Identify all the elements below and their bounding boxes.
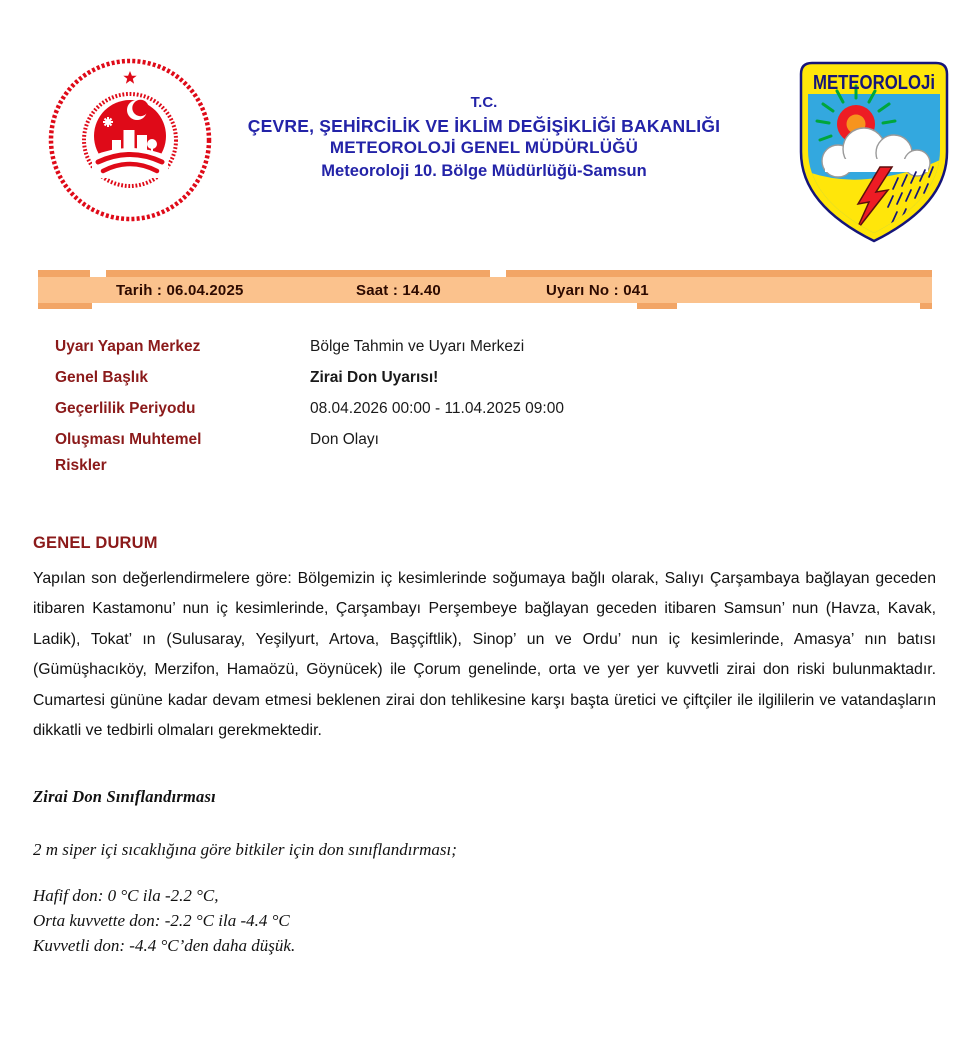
field-label: Genel Başlık [55, 369, 149, 386]
frost-classification-heading: Zirai Don Sınıflandırması [33, 787, 216, 806]
frost-class-strong: Kuvvetli don: -4.4 °C’den daha düşük. [33, 936, 296, 955]
field-value: Bölge Tahmin ve Uyarı Merkezi [310, 338, 525, 355]
document-header [30, 92, 938, 182]
frost-class-light: Hafif don: 0 °C ila -2.2 °C, [33, 886, 219, 905]
field-value: Don Olayı [310, 431, 379, 448]
warning-time: Saat : 14.40 [356, 282, 441, 299]
info-bar-accent-tab [637, 303, 677, 309]
warning-number: Uyarı No : 041 [546, 282, 649, 299]
frost-classification-list [33, 883, 295, 958]
field-label: Uyarı Yapan Merkez [55, 338, 201, 355]
header-line-tc: T.C. [470, 94, 498, 111]
warning-info-bar [38, 270, 932, 309]
shield-title: METEOROLOJi [813, 72, 935, 94]
field-row-general-title [55, 365, 915, 391]
warning-date: Tarih : 06.04.2025 [116, 282, 244, 299]
field-row-validity-period [55, 396, 915, 422]
info-bar-accent-tab [920, 303, 932, 309]
field-row-issuing-center [55, 334, 915, 360]
header-line-region: Meteoroloji 10. Bölge Müdürlüğü-Samsun [321, 161, 647, 180]
general-situation-paragraph: Yapılan son değerlendirmelere göre: Bölgemizin iç kesimlerinde soğumaya bağlı olarak, Salıyı Çarşambaya bağlayan geceden itibaren Kastamonu’ nun iç kesimlerinde, Çarşambayı Perşembeye bağlayan geceden itibaren Samsun’ nun (Havza, Kavak, Ladik), Tokat’ ın (Sulusaray, Yeşilyurt, Artova, Başçiftlik), Sinop’ un ve Ordu’ nun iç kesimlerinde, Amasya’ nın batısı (Gümüşhacıköy, Merzifon, Hamaözü, Göynücek) ile Çorum genelinde, orta ve yer yer kuvvetli zirai don riski bulunmaktadır. Cumartesi gününe kadar devam etmesi beklenen zirai don tehlikesine karşı başta üretici ve çiftçiler ile ilgililerin ve vatandaşların dikkatli ve tedbirli olmaları gerekmektedir. [33, 570, 936, 740]
field-row-possible-risks [55, 427, 915, 479]
field-label: Oluşması Muhtemel Riskler [55, 431, 202, 474]
info-bar-accent-strip [38, 270, 932, 277]
info-bar-accent-tab [38, 303, 92, 309]
field-value: 08.04.2026 00:00 - 11.04.2025 09:00 [310, 400, 564, 417]
general-situation-heading: GENEL DURUM [33, 534, 158, 552]
frost-classification-intro: 2 m siper içi sıcaklığına göre bitkiler için don sınıflandırması; [33, 840, 457, 859]
field-value: Zirai Don Uyarısı! [310, 369, 439, 386]
field-label: Geçerlilik Periyodu [55, 400, 196, 417]
frost-class-moderate: Orta kuvvette don: -2.2 °C ila -4.4 °C [33, 911, 290, 930]
warning-fields [55, 334, 915, 484]
info-bar-strip-gap [90, 270, 106, 277]
header-line-directorate: METEOROLOJİ GENEL MÜDÜRLÜĞÜ [329, 138, 639, 157]
header-line-ministry: ÇEVRE, ŞEHİRCİLİK VE İKLİM DEĞİŞİKLİĞİ BAKANLIĞI [247, 115, 721, 136]
info-bar-strip-gap [490, 270, 506, 277]
